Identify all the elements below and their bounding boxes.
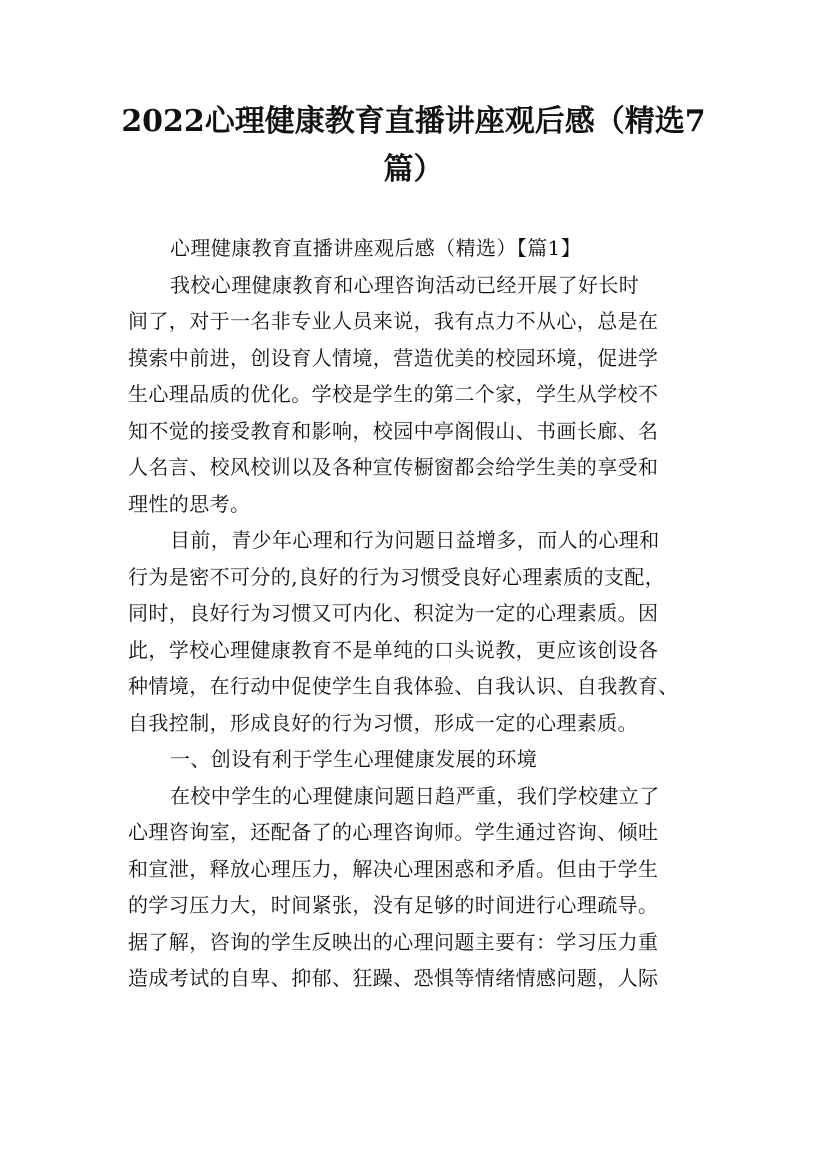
paragraph-line: 知不觉的接受教育和影响，校园中亭阁假山、书画长廊、名 (128, 418, 659, 443)
paragraph-line: 据了解，咨询的学生反映出的心理问题主要有：学习压力重 (128, 929, 659, 954)
section-heading-2: 一、创设有利于学生心理健康发展的环境 (170, 747, 538, 771)
section-heading-1: 心理健康教育直播讲座观后感（精选）【篇1】 (170, 236, 582, 260)
paragraph-line: 间了，对于一名非专业人员来说，我有点力不从心，总是在 (128, 309, 659, 333)
paragraph-line: 行为是密不可分的,良好的行为习惯受良好心理素质的支配， (128, 564, 666, 589)
paragraph-line: 生心理品质的优化。学校是学生的第二个家，学生从学校不 (128, 382, 659, 406)
paragraph-line: 种情境，在行动中促使学生自我体验、自我认识、自我教育、 (128, 674, 679, 698)
paragraph-line: 目前，青少年心理和行为问题日益增多，而人的心理和 (170, 528, 660, 552)
paragraph-line: 摸索中前进，创设育人情境，营造优美的校园环境，促进学 (128, 345, 659, 370)
paragraph-line: 同时，良好行为习惯又可内化、积淀为一定的心理素质。因 (128, 601, 659, 625)
paragraph-line: 的学习压力大，时间紧张，没有足够的时间进行心理疏导。 (128, 893, 659, 917)
paragraph-line: 理性的思考。 (128, 491, 251, 516)
paragraph-line: 人名言、校风校训以及各种宣传橱窗都会给学生美的享受和 (128, 455, 659, 479)
paragraph-line: 此，学校心理健康教育不是单纯的口头说教，更应该创设各 (128, 637, 659, 662)
paragraph-line: 和宣泄，释放心理压力，解决心理困惑和矛盾。但由于学生 (128, 856, 659, 881)
paragraph-line: 心理咨询室，还配备了的心理咨询师。学生通过咨询、倾吐 (128, 820, 659, 844)
paragraph-line: 我校心理健康教育和心理咨询活动已经开展了好长时 (170, 272, 640, 297)
paragraph-line: 造成考试的自卑、抑郁、狂躁、恐惧等情绪情感问题，人际 (128, 966, 659, 990)
document-body (128, 230, 714, 997)
paragraph-line: 自我控制，形成良好的行为习惯，形成一定的心理素质。 (128, 710, 638, 735)
paragraph-line: 在校中学生的心理健康问题日趋严重，我们学校建立了 (170, 783, 660, 808)
document-title: 2022心理健康教育直播讲座观后感（精选7篇） (121, 104, 706, 187)
